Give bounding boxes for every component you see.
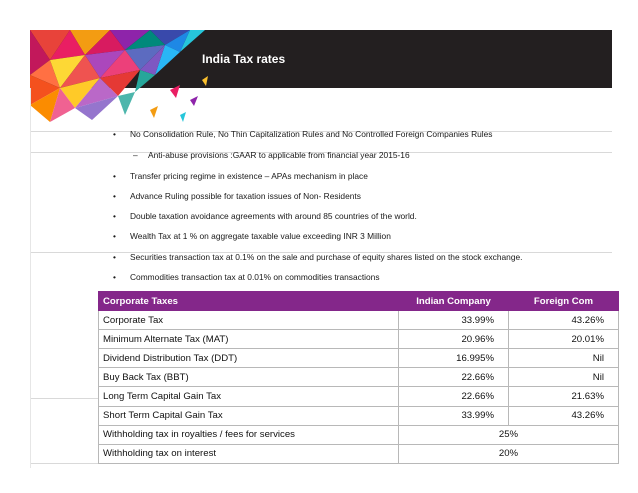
column-header: Foreign Com bbox=[509, 292, 619, 311]
row-label: Short Term Capital Gain Tax bbox=[99, 406, 399, 425]
bullet-text: Wealth Tax at 1 % on aggregate taxable value exceeding INR 3 Million bbox=[130, 231, 391, 241]
bullet-item-sub bbox=[133, 150, 410, 160]
row-label: Minimum Alternate Tax (MAT) bbox=[99, 330, 399, 349]
bullet-marker: • bbox=[113, 211, 116, 221]
indian-company-rate: 22.66% bbox=[399, 387, 509, 406]
slide-title: India Tax rates bbox=[202, 52, 286, 66]
row-label: Corporate Tax bbox=[99, 311, 399, 330]
indian-company-rate: 33.99% bbox=[399, 406, 509, 425]
bullet-marker: • bbox=[113, 129, 116, 139]
withholding-rate: 20% bbox=[399, 444, 619, 463]
bullet-item bbox=[113, 231, 391, 241]
column-header: Indian Company bbox=[399, 292, 509, 311]
bullet-text: No Consolidation Rule, No Thin Capitalization Rules and No Controlled Foreign Companies Rules bbox=[130, 129, 493, 139]
row-label: Withholding tax in royalties / fees for services bbox=[99, 425, 399, 444]
indian-company-rate: 33.99% bbox=[399, 311, 509, 330]
table-row bbox=[99, 444, 619, 463]
foreign-company-rate: 43.26% bbox=[509, 311, 619, 330]
row-label: Withholding tax on interest bbox=[99, 444, 399, 463]
table-row bbox=[99, 387, 619, 406]
bullet-text: Anti-abuse provisions :GAAR to applicable from financial year 2015-16 bbox=[148, 150, 410, 160]
table-row bbox=[99, 406, 619, 425]
bullet-item bbox=[113, 211, 417, 221]
foreign-company-rate: 43.26% bbox=[509, 406, 619, 425]
bullet-item bbox=[113, 171, 368, 181]
table-row bbox=[99, 368, 619, 387]
foreign-company-rate: 20.01% bbox=[509, 330, 619, 349]
foreign-company-rate: Nil bbox=[509, 368, 619, 387]
table-row bbox=[99, 330, 619, 349]
bullet-text: Transfer pricing regime in existence – APAs mechanism in place bbox=[130, 171, 368, 181]
bullet-item bbox=[113, 272, 380, 282]
bullet-marker: • bbox=[113, 231, 116, 241]
bullet-text: Securities transaction tax at 0.1% on the sale and purchase of equity shares listed on the stock exchange. bbox=[130, 252, 523, 262]
bullet-marker: • bbox=[113, 272, 116, 282]
indian-company-rate: 20.96% bbox=[399, 330, 509, 349]
corporate-tax-table bbox=[98, 291, 619, 464]
divider-line-vertical bbox=[30, 88, 31, 468]
row-label: Long Term Capital Gain Tax bbox=[99, 387, 399, 406]
table-row bbox=[99, 349, 619, 368]
decorative-triangle-art bbox=[30, 30, 220, 130]
foreign-company-rate: 21.63% bbox=[509, 387, 619, 406]
bullet-text: Commodities transaction tax at 0.01% on commodities transactions bbox=[130, 272, 380, 282]
bullet-text: Double taxation avoidance agreements with around 85 countries of the world. bbox=[130, 211, 417, 221]
bullet-marker: • bbox=[113, 171, 116, 181]
bullet-item bbox=[113, 129, 493, 139]
row-label: Buy Back Tax (BBT) bbox=[99, 368, 399, 387]
bullet-marker: – bbox=[133, 150, 138, 160]
bullet-marker: • bbox=[113, 191, 116, 201]
bullet-item bbox=[113, 252, 523, 262]
table-row bbox=[99, 311, 619, 330]
table-header-row bbox=[99, 292, 619, 311]
indian-company-rate: 16.995% bbox=[399, 349, 509, 368]
column-header: Corporate Taxes bbox=[99, 292, 399, 311]
table-row bbox=[99, 425, 619, 444]
foreign-company-rate: Nil bbox=[509, 349, 619, 368]
row-label: Dividend Distribution Tax (DDT) bbox=[99, 349, 399, 368]
bullet-text: Advance Ruling possible for taxation issues of Non- Residents bbox=[130, 191, 361, 201]
bullet-item bbox=[113, 191, 361, 201]
indian-company-rate: 22.66% bbox=[399, 368, 509, 387]
bullet-marker: • bbox=[113, 252, 116, 262]
withholding-rate: 25% bbox=[399, 425, 619, 444]
